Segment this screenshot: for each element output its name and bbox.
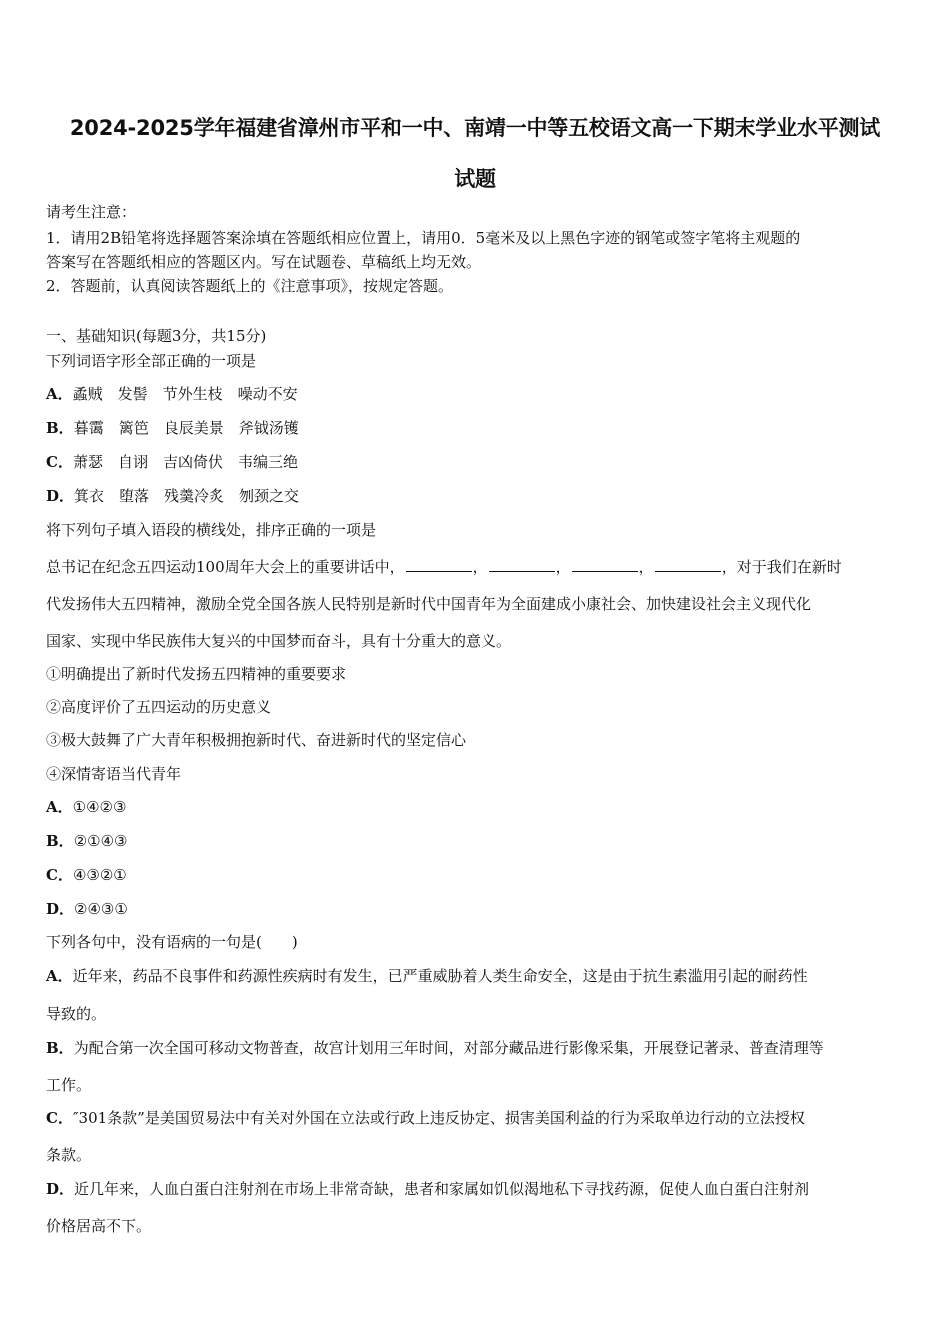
- question-2-stem: 将下列句子填入语段的横线处，排序正确的一项是: [46, 521, 377, 539]
- q2-passage-line-2: 代发扬伟大五四精神，激励全党全国各族人民特别是新时代中国青年为全面建成小康社会、加快建设社会主义现代化: [46, 595, 812, 613]
- q2-passage-line-3: 国家、实现中华民族伟大复兴的中国梦而奋斗，具有十分重大的意义。: [46, 632, 512, 650]
- q1-option-d: [46, 486, 916, 506]
- q3-option-a-continued: 导致的。: [46, 1005, 107, 1023]
- option-label: C．: [46, 866, 73, 884]
- q2-sentence-4: ④深情寄语当代青年: [46, 765, 182, 783]
- option-label: C．: [46, 453, 73, 471]
- option-text: 萧瑟 自诩 吉凶倚伏 韦编三绝: [72, 453, 298, 471]
- option-label: A．: [46, 385, 73, 403]
- q2-sentence-3: ③极大鼓舞了广大青年积极拥抱新时代、奋进新时代的坚定信心: [46, 731, 467, 749]
- q2-option-a: [46, 797, 916, 817]
- comma: ，: [555, 558, 571, 576]
- notice-item-1-continued: 答案写在答题纸相应的答题区内。写在试题卷、草稿纸上均无效。: [46, 253, 482, 271]
- q3-option-c: [46, 1108, 916, 1128]
- q3-option-c-continued: 条款。: [46, 1146, 92, 1164]
- option-label: D．: [46, 900, 75, 918]
- notice-item-1: 1．请用2B铅笔将选择题答案涂填在答题纸相应位置上，请用0．5毫米及以上黑色字迹的钢笔或签字笔将主观题的: [46, 229, 801, 247]
- option-text: ②④③①: [74, 900, 128, 918]
- option-text: 暮霭 篱笆 良辰美景 斧钺汤镬: [73, 419, 299, 437]
- question-3-stem: 下列各句中，没有语病的一句是( ): [46, 933, 298, 951]
- option-label: C．: [46, 1109, 73, 1127]
- option-label: A．: [46, 967, 73, 985]
- option-text: 箕衣 堕落 残羹冷炙 刎颈之交: [74, 487, 300, 505]
- q2-option-d: [46, 899, 916, 919]
- option-text: 近几年来，人血白蛋白注射剂在市场上非常奇缺，患者和家属如饥似渴地私下寻找药源，促使人血白蛋白注射剂: [74, 1180, 810, 1198]
- option-label: B．: [46, 419, 74, 437]
- page-title-continued: 试题: [454, 167, 496, 191]
- comma: ，: [472, 558, 488, 576]
- option-text: ①④②③: [72, 798, 127, 816]
- option-text: ②①④③: [73, 832, 128, 850]
- q3-option-d: [46, 1179, 916, 1199]
- blank-line: [406, 557, 472, 572]
- q2-sentence-2: ②高度评价了五四运动的历史意义: [46, 698, 272, 716]
- option-text: 为配合第一次全国可移动文物普查，故宫计划用三年时间，对部分藏品进行影像采集，开展登记著录、普查清理等: [73, 1039, 824, 1057]
- option-label: D．: [46, 1180, 75, 1198]
- q3-option-b: [46, 1038, 916, 1058]
- passage-text: 总书记在纪念五四运动100周年大会上的重要讲话中，: [46, 558, 405, 576]
- comma: ，: [721, 558, 737, 576]
- section-heading: 一、基础知识(每题3分，共15分): [46, 327, 267, 345]
- option-label: A．: [46, 798, 73, 816]
- q3-option-a: [46, 966, 916, 986]
- passage-text: 对于我们在新时: [736, 558, 842, 576]
- option-label: B．: [46, 1039, 74, 1057]
- option-label: B．: [46, 832, 74, 850]
- page-title: 2024-2025学年福建省漳州市平和一中、南靖一中等五校语文高一下期末学业水平测试: [69, 116, 881, 140]
- q2-sentence-1: ①明确提出了新时代发扬五四精神的重要要求: [46, 665, 347, 683]
- option-text: 近年来，药品不良事件和药源性疾病时有发生，已严重威胁着人类生命安全，这是由于抗生素滥用引起的耐药性: [72, 967, 808, 985]
- q1-option-b: [46, 418, 916, 438]
- q1-option-c: [46, 452, 916, 472]
- option-text: 蟊贼 发髻 节外生枝 噪动不安: [72, 385, 298, 403]
- question-1-stem: 下列词语字形全部正确的一项是: [46, 352, 257, 370]
- option-label: D．: [46, 487, 75, 505]
- blank-line: [655, 557, 721, 572]
- q2-option-c: [46, 865, 916, 885]
- notice-item-2: 2．答题前，认真阅读答题纸上的《注意事项》，按规定答题。: [46, 277, 454, 295]
- notice-heading: 请考生注意：: [46, 203, 137, 221]
- option-text: ″301条款”是美国贸易法中有关对外国在立法或行政上违反协定、损害美国利益的行为采取单边行动的立法授权: [72, 1109, 805, 1127]
- q2-option-b: [46, 831, 916, 851]
- q3-option-d-continued: 价格居高不下。: [46, 1217, 152, 1235]
- comma: ，: [638, 558, 654, 576]
- q2-passage-line-1: [46, 557, 916, 577]
- blank-line: [572, 557, 638, 572]
- option-text: ④③②①: [72, 866, 127, 884]
- q1-option-a: [46, 384, 916, 404]
- blank-line: [489, 557, 555, 572]
- q3-option-b-continued: 工作。: [46, 1076, 92, 1094]
